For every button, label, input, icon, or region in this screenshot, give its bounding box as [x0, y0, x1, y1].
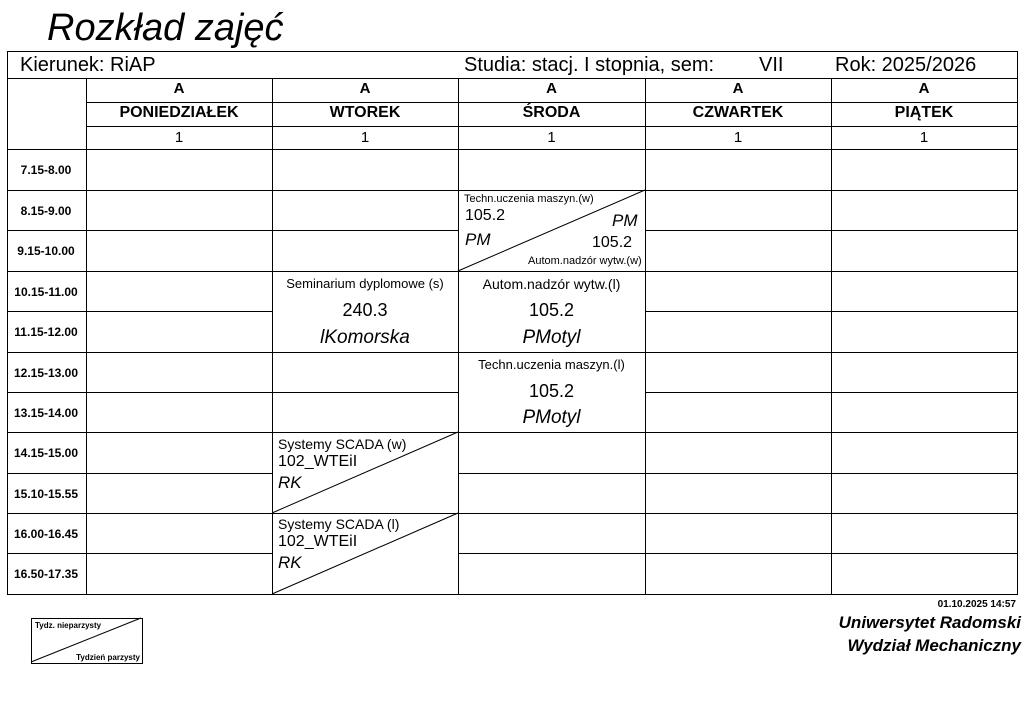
time-slot-label: 15.10-15.55: [13, 487, 79, 501]
class-teacher: RK: [278, 473, 302, 492]
time-slot-label: 11.15-12.00: [14, 325, 78, 339]
class-room: 105.2: [592, 234, 633, 251]
day-num-mon: 1: [174, 129, 184, 146]
day-num-tue: 1: [360, 129, 370, 146]
day-name-fri: PIĄTEK: [894, 104, 954, 121]
class-teacher: PM: [465, 230, 491, 249]
field-of-study: Kierunek: RiAP: [20, 54, 156, 76]
class-subject: Systemy SCADA (w): [278, 436, 407, 452]
time-slot-label: 16.00-16.45: [13, 527, 79, 541]
class-subject: Autom.nadzór wytw.(w): [528, 255, 642, 267]
legend-even-week: Tydzień parzysty: [76, 653, 140, 662]
study-mode: Studia: stacj. I stopnia, sem:: [464, 54, 715, 76]
class-teacher: PM: [612, 211, 638, 230]
day-num-thu: 1: [733, 129, 743, 146]
day-name-thu: CZWARTEK: [692, 104, 784, 121]
generated-timestamp: 01.10.2025 14:57: [937, 599, 1016, 610]
time-slot-label: 7.15-8.00: [20, 163, 72, 177]
time-slot-label: 9.15-10.00: [17, 244, 75, 258]
day-name-wed: ŚRODA: [522, 104, 581, 121]
day-group-fri: A: [918, 80, 930, 97]
class-room: 105.2: [465, 207, 506, 224]
day-num-wed: 1: [547, 129, 556, 146]
class-room: 102_WTEiI: [278, 533, 358, 550]
class-room: 105.2: [528, 300, 575, 320]
time-slot-label: 10.15-11.00: [14, 285, 78, 299]
week-parity-legend: [31, 618, 143, 664]
academic-year: Rok: 2025/2026: [835, 54, 977, 76]
time-slot-label: 14.15-15.00: [13, 446, 79, 460]
class-room: 240.3: [342, 300, 388, 320]
class-subject: Techn.uczenia maszyn.(l): [478, 357, 625, 372]
day-name-tue: WTOREK: [329, 104, 401, 121]
class-teacher: RK: [278, 553, 302, 572]
class-room: 105.2: [528, 381, 575, 401]
faculty-name: Wydział Mechaniczny: [847, 636, 1021, 655]
time-slot-label: 16.50-17.35: [13, 567, 79, 581]
day-group-tue: A: [359, 80, 371, 97]
class-subject: Techn.uczenia maszyn.(w): [464, 193, 594, 205]
time-slot-label: 12.15-13.00: [13, 366, 79, 380]
legend-odd-week: Tydz. nieparzysty: [35, 621, 102, 630]
class-subject: Systemy SCADA (l): [278, 516, 400, 532]
university-name: Uniwersytet Radomski: [838, 613, 1021, 632]
day-group-thu: A: [732, 80, 744, 97]
semester: VII: [759, 54, 784, 76]
class-teacher: lKomorska: [320, 327, 410, 348]
day-name-mon: PONIEDZIAŁEK: [119, 104, 239, 121]
day-num-fri: 1: [919, 129, 929, 146]
class-teacher: PMotyl: [522, 327, 581, 348]
page-title: Rozkład zajęć: [47, 7, 284, 49]
class-subject: Autom.nadzór wytw.(l): [482, 276, 621, 292]
class-room: 102_WTEiI: [278, 453, 358, 470]
time-slot-label: 8.15-9.00: [20, 204, 72, 218]
day-group-wed: A: [546, 80, 557, 97]
time-slot-label: 13.15-14.00: [13, 406, 79, 420]
day-group-mon: A: [173, 80, 185, 97]
class-subject: Seminarium dyplomowe (s): [286, 276, 444, 291]
class-teacher: PMotyl: [522, 407, 581, 428]
